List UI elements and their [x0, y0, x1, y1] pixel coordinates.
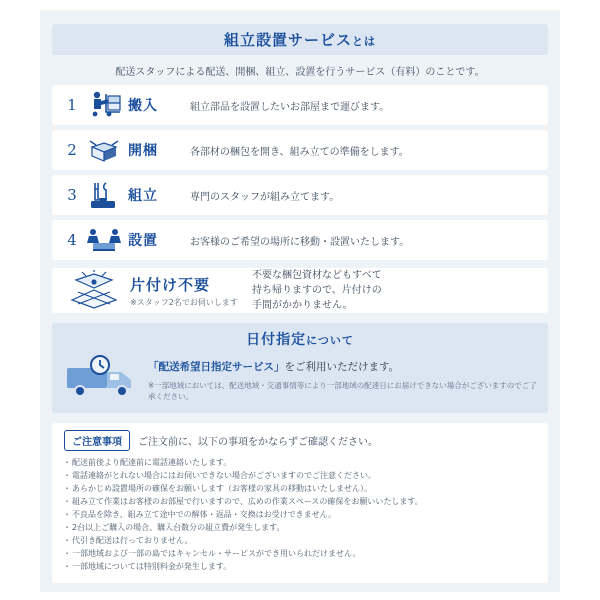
note-item: ・ 組み立て作業はお客様のお部屋で行いますので、広めの作業スペースの確保をお願いいたします。	[64, 496, 536, 509]
step-row	[52, 130, 548, 170]
note-item: ・ 一部地域および一部の島ではキャンセル・サービスができ用いられだけません。	[64, 548, 536, 561]
notes-list	[64, 457, 536, 574]
date-section-text	[148, 353, 538, 403]
note-item: ・ 配送前後より配達前に電話連絡いたします。	[64, 457, 536, 470]
date-section-title: 日付指定について	[246, 332, 354, 348]
open-box-icon	[82, 133, 126, 167]
step-number: 1	[67, 96, 77, 114]
steps-list	[52, 85, 548, 260]
note-item: ・ 代引き配送は行っておりません。	[64, 535, 536, 548]
packaging-waste-icon	[62, 269, 126, 313]
notes-header	[64, 430, 536, 451]
two-workers-icon	[82, 223, 126, 257]
notes-section	[52, 423, 548, 583]
step-desc: 専門のスタッフが組み立てます。	[190, 191, 340, 203]
step-row	[52, 220, 548, 260]
note-item: ・ 不良品を除き、組み立て途中での解体・返品・交換はお受けできません。	[64, 509, 536, 522]
no-cleanup-title: 片付け不要 ※スタッフ2名でお伺いします	[130, 274, 252, 308]
date-small-text: ※一部地域においては、配送地域・交通事情等により一部地域の配達日にお届けできない場合がございますのでご了承ください。	[148, 381, 537, 401]
service-section-title: 組立設置サービスとは	[52, 24, 548, 55]
notes-header-text: ご注文前に、以下の事項をかならずご確認ください。	[138, 437, 378, 448]
step-number: 2	[67, 141, 77, 159]
tools-icon	[82, 178, 126, 212]
note-item: ・ 2台以上ご購入の場合、購入台数分の組立費が発生します。	[64, 522, 536, 535]
step-desc: 組立部品を設置したいお部屋まで運びます。	[190, 101, 390, 113]
service-lead-text: 配送スタッフによる配送、開梱、組立、設置を行うサービス（有料）のことです。	[115, 67, 485, 78]
note-item: ・ 一部地域については特別料金が発生します。	[64, 561, 536, 574]
step-desc: お客様のご希望の場所に移動・設置いたします。	[190, 236, 410, 248]
hand-truck-icon	[82, 88, 126, 122]
step-row	[52, 85, 548, 125]
note-item: ・ 電話連絡がとれない場合にはお伺いできない場合がございますのでご注意ください。	[64, 470, 536, 483]
step-name: 搬入	[128, 98, 158, 114]
date-section-body	[62, 353, 538, 405]
step-number: 3	[67, 186, 77, 204]
notes-badge: ご注意事項	[64, 430, 130, 451]
truck-clock-icon	[62, 353, 148, 405]
no-cleanup-text: 不要な梱包資材などもすべて 持ち帰りますので、片付けの 手間がかかりません。	[252, 270, 382, 311]
step-desc: 各部材の梱包を開き、組み立ての準備をします。	[190, 146, 409, 158]
step-name: 開梱	[128, 143, 158, 159]
step-row	[52, 175, 548, 215]
step-number: 4	[67, 231, 77, 249]
step-name: 設置	[128, 233, 158, 249]
date-main-text: 「配送希望日指定サービス」をご利用いただけます。	[148, 361, 400, 373]
note-item: ・ あらかじめ設置場所の確保をお願いします（お客様の家具の移動はいたしません）。	[64, 483, 536, 496]
no-cleanup-note: ※スタッフ2名でお伺いします	[130, 297, 238, 307]
date-section	[52, 323, 548, 413]
content-panel	[40, 10, 560, 592]
no-cleanup-row	[52, 268, 548, 313]
step-name: 組立	[128, 188, 158, 204]
